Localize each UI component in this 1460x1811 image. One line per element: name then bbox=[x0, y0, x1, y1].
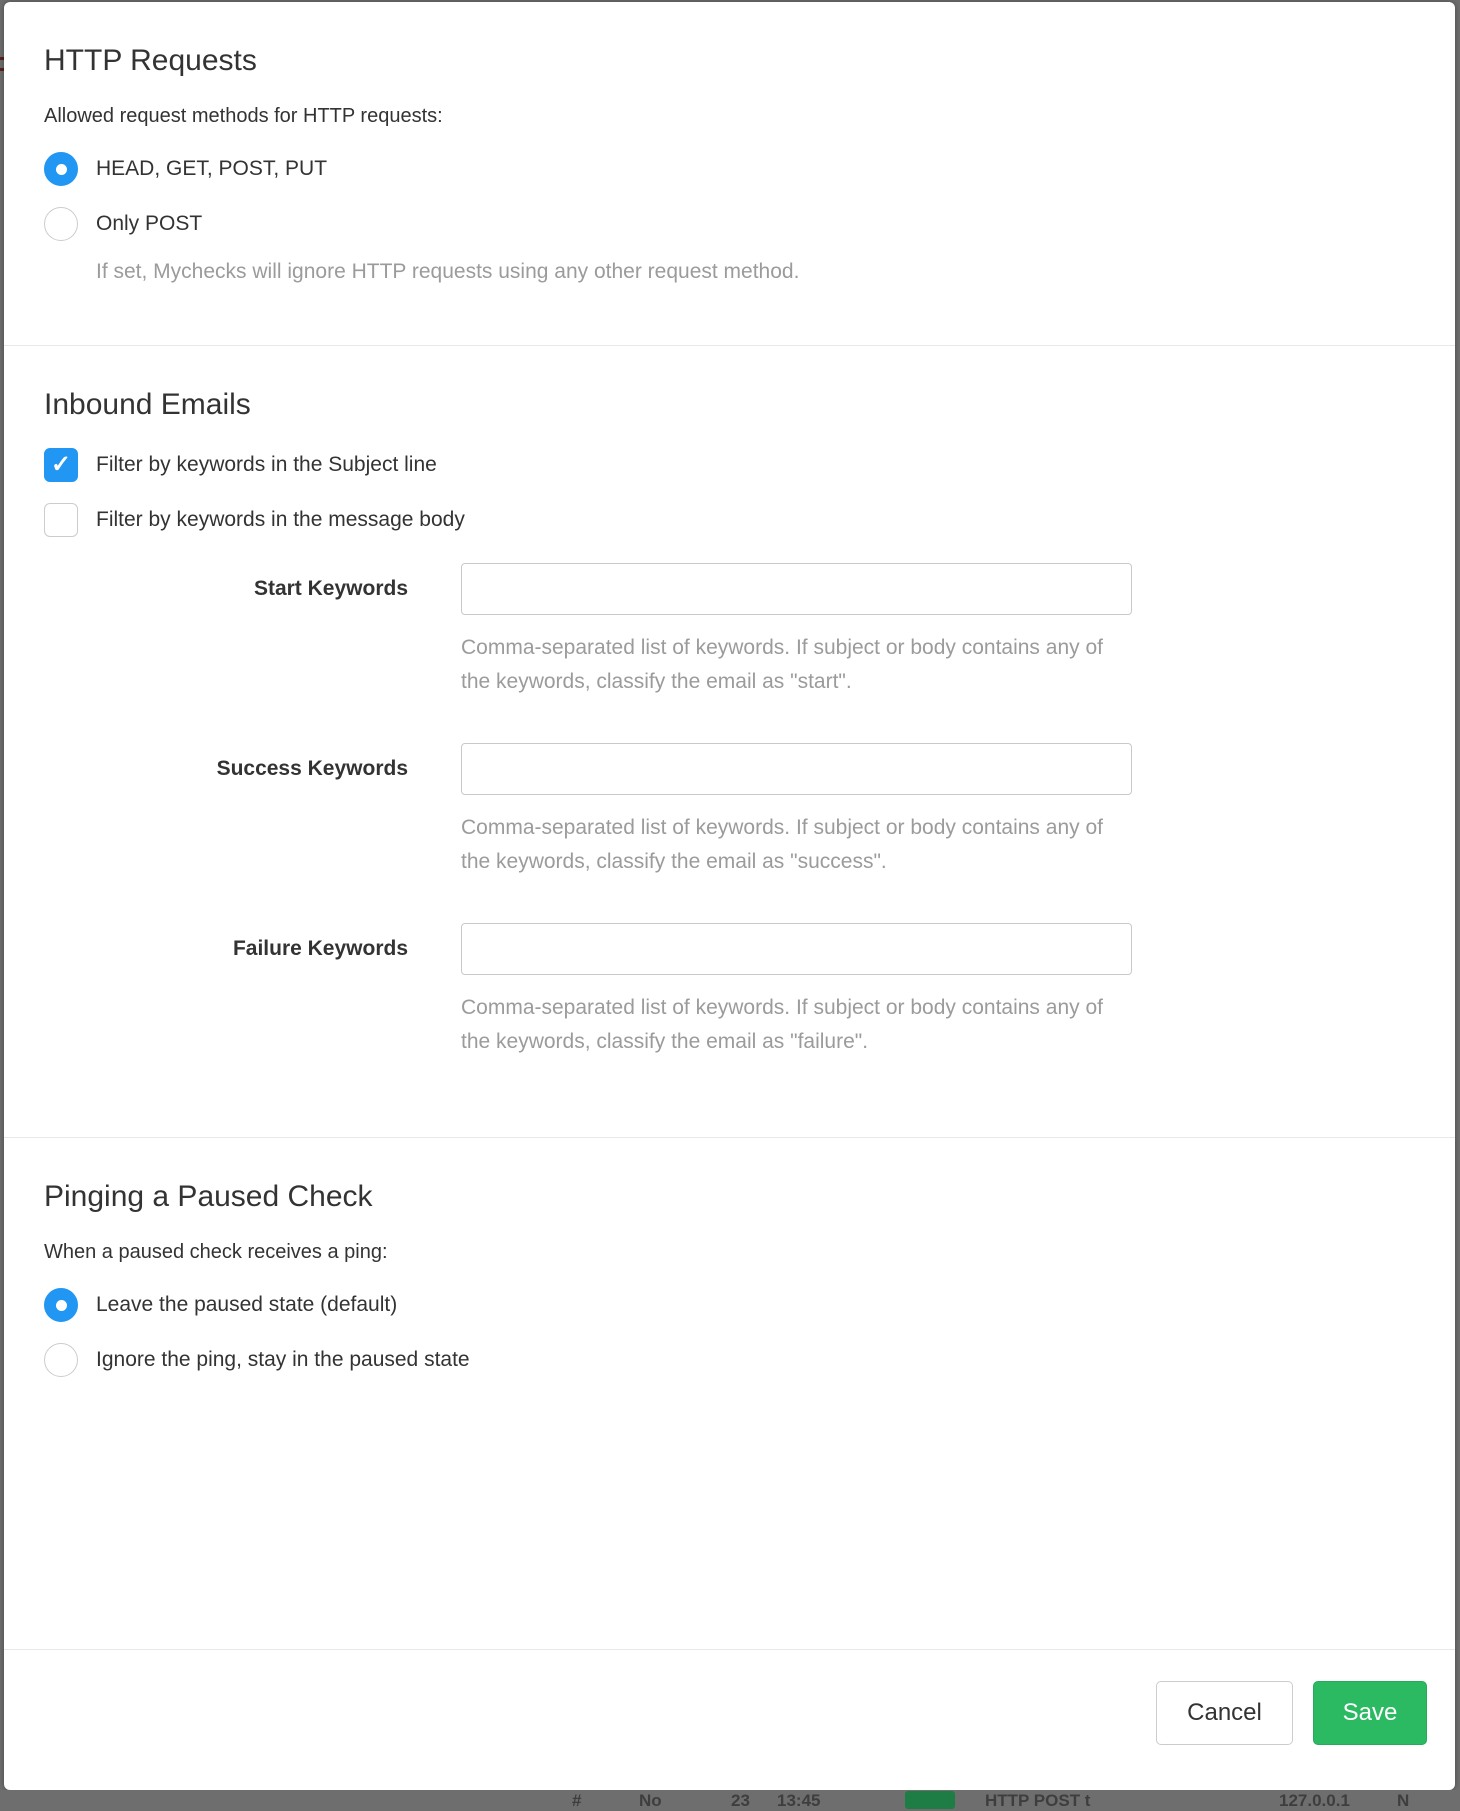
save-button[interactable]: Save bbox=[1313, 1681, 1427, 1745]
bg-fragment: N bbox=[1397, 1791, 1410, 1810]
checkbox-option-message-body[interactable] bbox=[44, 503, 1415, 537]
failure-keywords-row bbox=[44, 923, 1415, 1059]
bg-fragment: # bbox=[572, 1791, 582, 1810]
only-post-help-text: If set, Mychecks will ignore HTTP requests using any other request method. bbox=[96, 260, 800, 283]
radio-label: Ignore the ping, stay in the paused state bbox=[96, 1348, 470, 1371]
radio-button-selected[interactable] bbox=[44, 152, 78, 186]
http-requests-intro: Allowed request methods for HTTP requests: bbox=[44, 105, 443, 127]
bg-fragment: 127.0.0.1 bbox=[1279, 1791, 1350, 1810]
inbound-emails-title: Inbound Emails bbox=[44, 388, 251, 421]
radio-dot bbox=[56, 1300, 67, 1311]
dialog-footer bbox=[4, 1649, 1455, 1776]
section-inbound-emails bbox=[4, 345, 1455, 1137]
radio-button-unselected[interactable] bbox=[44, 1343, 78, 1377]
bg-fragment: 23 bbox=[731, 1791, 750, 1810]
section-paused-check bbox=[4, 1137, 1455, 1649]
bg-fragment: No bbox=[639, 1791, 662, 1810]
section-http-requests bbox=[4, 2, 1455, 345]
radio-option-only-post[interactable] bbox=[44, 207, 1415, 241]
checkbox-label: Filter by keywords in the Subject line bbox=[96, 453, 437, 476]
failure-keywords-help: Comma-separated list of keywords. If subject or body contains any of the keywords, classify the email as "failure". bbox=[461, 996, 1103, 1053]
start-keywords-label: Start Keywords bbox=[253, 577, 408, 600]
bg-fragment: HTTP POST t bbox=[985, 1791, 1091, 1810]
success-keywords-label: Success Keywords bbox=[216, 757, 408, 780]
bg-fragment: 13:45 bbox=[777, 1791, 821, 1810]
settings-dialog bbox=[4, 2, 1455, 1790]
start-keywords-row bbox=[44, 563, 1415, 699]
radio-button-selected[interactable] bbox=[44, 1288, 78, 1322]
checkbox-unchecked[interactable] bbox=[44, 503, 78, 537]
radio-option-leave-paused[interactable] bbox=[44, 1288, 1415, 1322]
radio-label: Leave the paused state (default) bbox=[96, 1293, 398, 1316]
radio-button-unselected[interactable] bbox=[44, 207, 78, 241]
failure-keywords-label: Failure Keywords bbox=[232, 937, 408, 960]
checkbox-checked[interactable] bbox=[44, 448, 78, 482]
paused-check-title: Pinging a Paused Check bbox=[44, 1180, 373, 1213]
radio-label: HEAD, GET, POST, PUT bbox=[96, 157, 328, 180]
checkmark-icon: ✓ bbox=[50, 451, 72, 478]
radio-option-head-get-post-put[interactable] bbox=[44, 152, 1415, 186]
checkbox-option-subject-line[interactable] bbox=[44, 448, 1415, 482]
success-keywords-help: Comma-separated list of keywords. If subject or body contains any of the keywords, classify the email as "success". bbox=[461, 816, 1103, 873]
radio-label: Only POST bbox=[96, 212, 203, 235]
bg-status-badge bbox=[905, 1791, 955, 1809]
success-keywords-input[interactable] bbox=[461, 743, 1132, 795]
failure-keywords-input[interactable] bbox=[461, 923, 1132, 975]
http-requests-title: HTTP Requests bbox=[44, 44, 257, 77]
start-keywords-help: Comma-separated list of keywords. If subject or body contains any of the keywords, classify the email as "start". bbox=[461, 636, 1103, 693]
start-keywords-input[interactable] bbox=[461, 563, 1132, 615]
cancel-button[interactable]: Cancel bbox=[1156, 1681, 1293, 1745]
background-table-row-sliver bbox=[0, 1790, 1460, 1810]
radio-dot bbox=[56, 164, 67, 175]
checkbox-label: Filter by keywords in the message body bbox=[96, 508, 465, 531]
paused-check-intro: When a paused check receives a ping: bbox=[44, 1241, 388, 1263]
radio-option-ignore-ping[interactable] bbox=[44, 1343, 1415, 1377]
success-keywords-row bbox=[44, 743, 1415, 879]
